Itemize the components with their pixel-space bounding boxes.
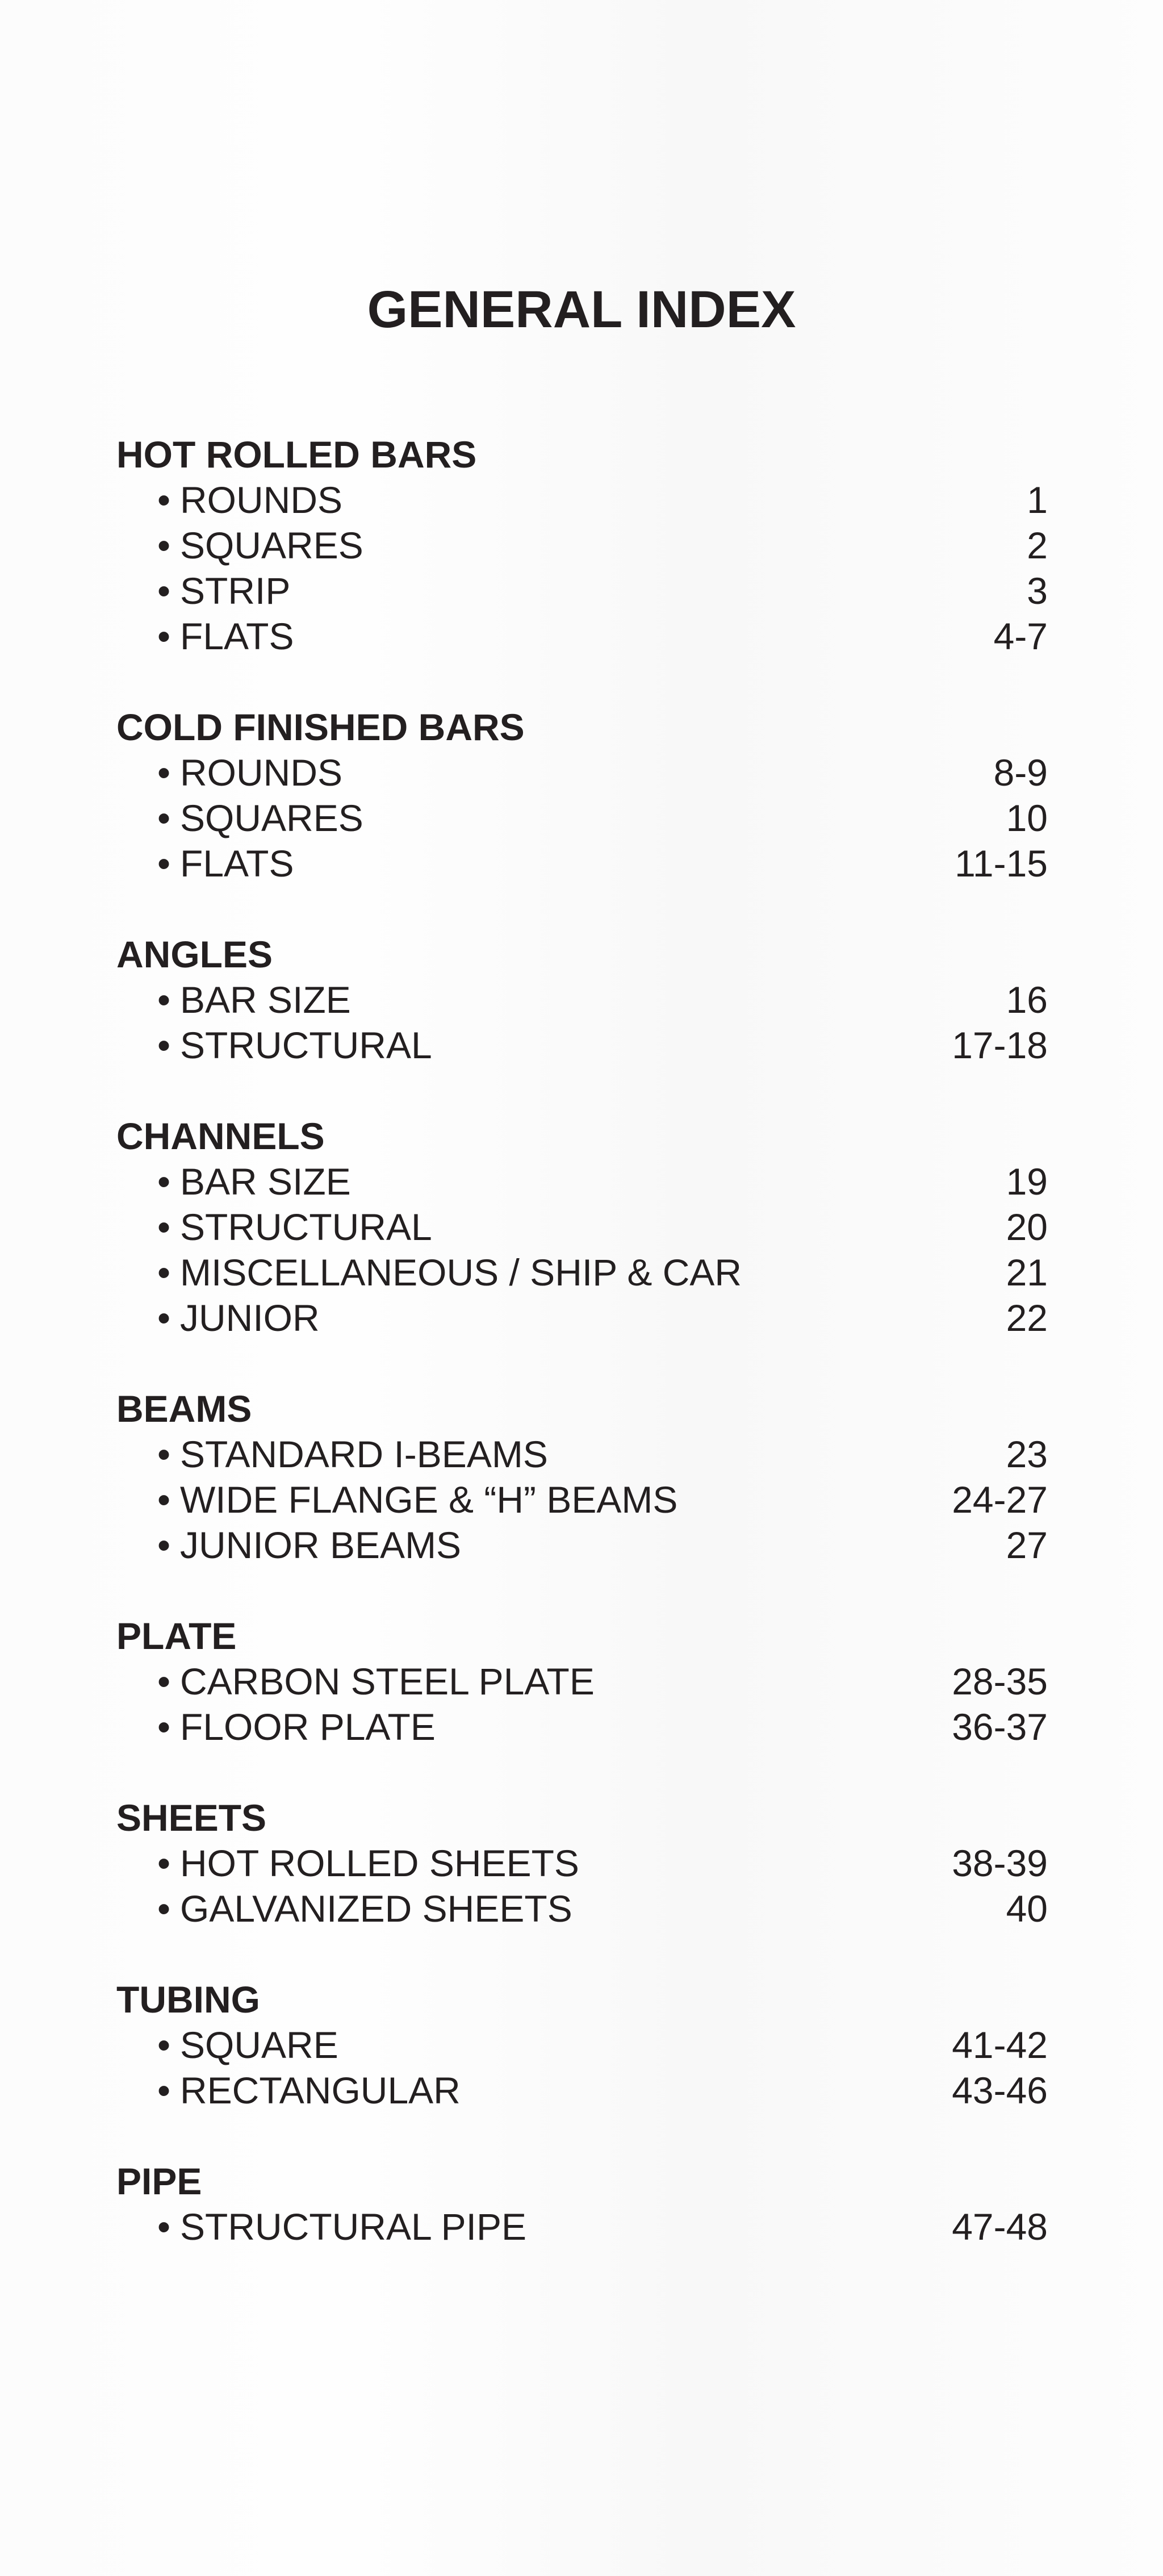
index-entry xyxy=(116,1886,1048,1931)
entry-label-text: ROUNDS xyxy=(180,751,343,794)
entry-label xyxy=(157,1886,572,1931)
page-title: GENERAL INDEX xyxy=(367,281,796,339)
entry-label-text: ROUNDS xyxy=(180,479,343,521)
bullet-icon: • xyxy=(157,479,171,521)
index-section xyxy=(116,1613,1048,1750)
index-entry xyxy=(116,1022,1048,1068)
index-entry xyxy=(116,1431,1048,1477)
entry-label xyxy=(157,1522,461,1568)
section-items xyxy=(116,2022,1048,2113)
bullet-icon: • xyxy=(157,1706,171,1748)
index-entry xyxy=(116,2022,1048,2068)
entry-page-numbers: 40 xyxy=(1006,1888,1048,1930)
section-items xyxy=(116,750,1048,886)
bullet-icon: • xyxy=(157,2069,171,2111)
index-entry xyxy=(116,977,1048,1022)
index-section xyxy=(116,1795,1048,1931)
entry-page-numbers: 28-35 xyxy=(952,1660,1048,1702)
index-section xyxy=(116,1386,1048,1568)
entry-page-numbers: 2 xyxy=(1027,524,1048,566)
bullet-icon: • xyxy=(157,570,171,612)
index-entry xyxy=(116,1704,1048,1750)
section-heading: BEAMS xyxy=(116,1388,252,1430)
entry-label xyxy=(157,2204,526,2249)
section-heading: PIPE xyxy=(116,2160,202,2202)
index-entry xyxy=(116,477,1048,523)
index-section xyxy=(116,932,1048,1068)
index-section xyxy=(116,1113,1048,1341)
bullet-icon: • xyxy=(157,1297,171,1339)
index-entry xyxy=(116,750,1048,795)
entry-label-text: SQUARE xyxy=(180,2024,338,2066)
entry-label-text: STANDARD I-BEAMS xyxy=(180,1433,548,1475)
entry-label-text: HOT ROLLED SHEETS xyxy=(180,1842,579,1884)
section-items xyxy=(116,1840,1048,1931)
entry-label-text: BAR SIZE xyxy=(180,1160,351,1203)
section-items xyxy=(116,1431,1048,1568)
index-entry xyxy=(116,1159,1048,1204)
section-heading: HOT ROLLED BARS xyxy=(116,433,477,475)
index-entry xyxy=(116,613,1048,659)
entry-label xyxy=(157,795,363,841)
entry-label xyxy=(157,1022,432,1068)
entry-label xyxy=(157,523,363,568)
index-entry xyxy=(116,1295,1048,1341)
bullet-icon: • xyxy=(157,524,171,566)
bullet-icon: • xyxy=(157,797,171,839)
index-entry xyxy=(116,2068,1048,2113)
entry-page-numbers: 20 xyxy=(1006,1206,1048,1248)
bullet-icon: • xyxy=(157,2206,171,2248)
index-entry xyxy=(116,1250,1048,1295)
entry-label-text: FLATS xyxy=(180,615,294,657)
entry-page-numbers: 23 xyxy=(1006,1433,1048,1475)
entry-label-text: JUNIOR BEAMS xyxy=(180,1524,462,1566)
index-entry xyxy=(116,1659,1048,1704)
bullet-icon: • xyxy=(157,1660,171,1702)
entry-label xyxy=(157,1250,742,1295)
bullet-icon: • xyxy=(157,751,171,794)
index-section xyxy=(116,1977,1048,2113)
section-items xyxy=(116,2204,1048,2249)
section-items xyxy=(116,1159,1048,1341)
entry-page-numbers: 41-42 xyxy=(952,2024,1048,2066)
bullet-icon: • xyxy=(157,1479,171,1521)
bullet-icon: • xyxy=(157,1888,171,1930)
entry-page-numbers: 24-27 xyxy=(952,1479,1048,1521)
entry-label xyxy=(157,841,294,886)
section-heading: PLATE xyxy=(116,1615,237,1657)
bullet-icon: • xyxy=(157,1251,171,1293)
entry-label-text: JUNIOR xyxy=(180,1297,320,1339)
entry-label-text: CARBON STEEL PLATE xyxy=(180,1660,595,1702)
index-entry xyxy=(116,1840,1048,1886)
entry-page-numbers: 19 xyxy=(1006,1160,1048,1203)
section-heading: TUBING xyxy=(116,1978,260,2020)
entry-page-numbers: 16 xyxy=(1006,979,1048,1021)
bullet-icon: • xyxy=(157,1842,171,1884)
entry-label-text: STRUCTURAL PIPE xyxy=(180,2206,526,2248)
entry-page-numbers: 27 xyxy=(1006,1524,1048,1566)
entry-page-numbers: 3 xyxy=(1027,570,1048,612)
entry-label xyxy=(157,1295,320,1341)
bullet-icon: • xyxy=(157,2024,171,2066)
entry-label xyxy=(157,750,342,795)
bullet-icon: • xyxy=(157,1433,171,1475)
index-entry xyxy=(116,1522,1048,1568)
entry-label-text: STRIP xyxy=(180,570,291,612)
entry-page-numbers: 36-37 xyxy=(952,1706,1048,1748)
entry-page-numbers: 4-7 xyxy=(993,615,1048,657)
entry-label-text: BAR SIZE xyxy=(180,979,351,1021)
general-index-list xyxy=(116,432,1048,2295)
bullet-icon: • xyxy=(157,1206,171,1248)
entry-page-numbers: 43-46 xyxy=(952,2069,1048,2111)
entry-page-numbers: 47-48 xyxy=(952,2206,1048,2248)
bullet-icon: • xyxy=(157,979,171,1021)
bullet-icon: • xyxy=(157,842,171,884)
entry-label xyxy=(157,1431,548,1477)
entry-label-text: FLATS xyxy=(180,842,294,884)
entry-label-text: RECTANGULAR xyxy=(180,2069,461,2111)
index-entry xyxy=(116,1477,1048,1522)
bullet-icon: • xyxy=(157,615,171,657)
entry-label xyxy=(157,1204,432,1250)
entry-page-numbers: 21 xyxy=(1006,1251,1048,1293)
index-section xyxy=(116,704,1048,886)
entry-label xyxy=(157,1159,351,1204)
entry-page-numbers: 10 xyxy=(1006,797,1048,839)
entry-label xyxy=(157,977,351,1022)
entry-label xyxy=(157,568,290,613)
section-heading: ANGLES xyxy=(116,933,273,975)
entry-label xyxy=(157,1477,677,1522)
index-entry xyxy=(116,795,1048,841)
section-items xyxy=(116,477,1048,659)
entry-page-numbers: 22 xyxy=(1006,1297,1048,1339)
entry-label-text: MISCELLANEOUS / SHIP & CAR xyxy=(180,1251,742,1293)
entry-label xyxy=(157,613,294,659)
entry-page-numbers: 11-15 xyxy=(955,842,1048,884)
index-entry xyxy=(116,568,1048,613)
entry-label-text: GALVANIZED SHEETS xyxy=(180,1888,572,1930)
entry-label-text: FLOOR PLATE xyxy=(180,1706,436,1748)
entry-label-text: STRUCTURAL xyxy=(180,1024,432,1066)
section-heading: CHANNELS xyxy=(116,1115,325,1157)
index-section xyxy=(116,2159,1048,2249)
entry-page-numbers: 8-9 xyxy=(993,751,1048,794)
index-entry xyxy=(116,1204,1048,1250)
entry-label-text: WIDE FLANGE & “H” BEAMS xyxy=(180,1479,678,1521)
entry-label-text: SQUARES xyxy=(180,797,363,839)
bullet-icon: • xyxy=(157,1024,171,1066)
entry-label xyxy=(157,2022,338,2068)
index-entry xyxy=(116,2204,1048,2249)
entry-label xyxy=(157,2068,461,2113)
section-heading: SHEETS xyxy=(116,1797,267,1839)
index-entry xyxy=(116,841,1048,886)
entry-page-numbers: 38-39 xyxy=(952,1842,1048,1884)
bullet-icon: • xyxy=(157,1524,171,1566)
section-items xyxy=(116,1659,1048,1750)
bullet-icon: • xyxy=(157,1160,171,1203)
section-heading: COLD FINISHED BARS xyxy=(116,706,525,748)
entry-label-text: STRUCTURAL xyxy=(180,1206,432,1248)
entry-page-numbers: 17-18 xyxy=(952,1024,1048,1066)
index-section xyxy=(116,432,1048,659)
entry-label-text: SQUARES xyxy=(180,524,363,566)
entry-label xyxy=(157,477,342,523)
entry-page-numbers: 1 xyxy=(1027,479,1048,521)
entry-label xyxy=(157,1704,436,1750)
entry-label xyxy=(157,1840,579,1886)
entry-label xyxy=(157,1659,595,1704)
section-items xyxy=(116,977,1048,1068)
index-entry xyxy=(116,523,1048,568)
